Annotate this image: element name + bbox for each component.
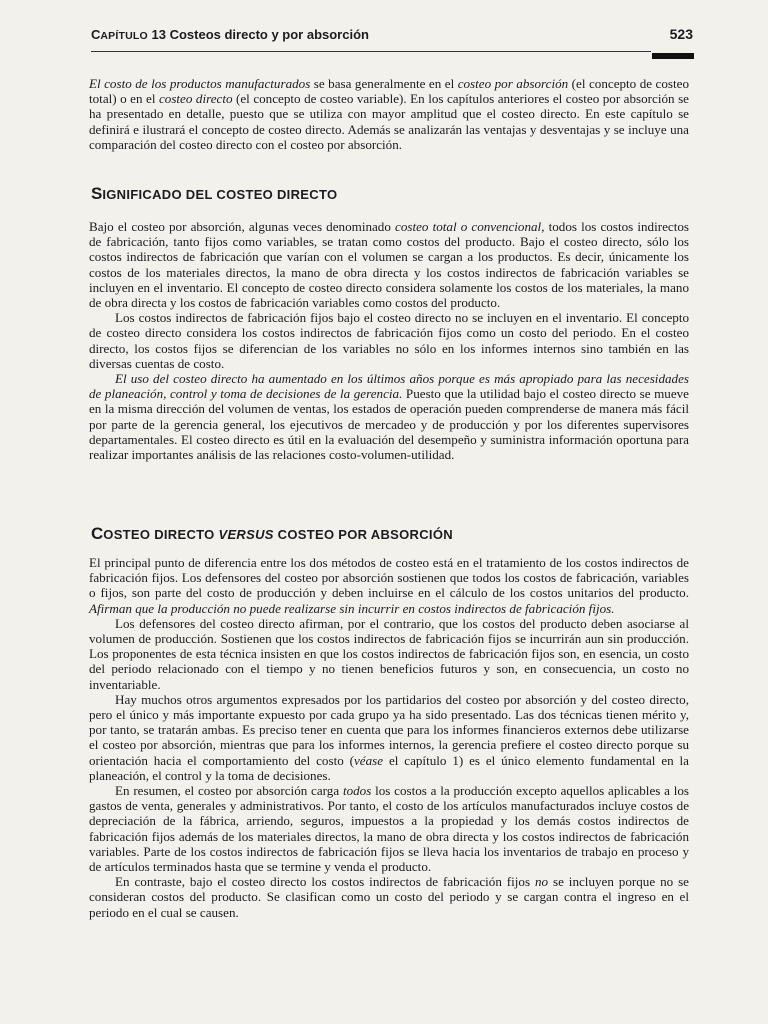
chapter-number: 13 bbox=[151, 27, 166, 42]
chapter-prefix-cap: C bbox=[91, 27, 101, 42]
section1-body bbox=[89, 219, 689, 462]
intro-block bbox=[89, 76, 689, 152]
header-block-marker bbox=[652, 53, 694, 59]
s2p3-text-1: Hay muchos otros argumentos expresados por los partidarios del costeo por absorción y del costeo directo, pero el único y más importante expuesto por cada grupo ya ha sido presentado. Las dos técnicas tienen mérito y, por tanto, se tratarán ambas. Es preciso tener en cuenta que para los informes financieros externos debe utilizarse el costeo por absorción, mientras que para los informes internos, la gerencia prefiere el costeo directo porque su orientación hacia el comportamiento del costo ( bbox=[89, 691, 689, 768]
section-heading-versus bbox=[91, 524, 691, 544]
heading2-rest-1: OSTEO DIRECTO bbox=[103, 527, 219, 542]
s2p3-em: véase bbox=[354, 752, 384, 768]
section1-paragraph-3 bbox=[89, 371, 689, 462]
section-heading-significado bbox=[91, 184, 691, 204]
section1-paragraph-2: Los costos indirectos de fabricación fijos bajo el costeo directo no se incluyen en el inventario. El concepto de costeo directo considera los costos indirectos de fabricación fijos como un costo del periodo. En el costeo directo, los costos fijos se diferencian de los variables no sólo en los informes internos sino también en las diversas cuentas de costo. bbox=[89, 310, 689, 371]
intro-text-1: se basa generalmente en el bbox=[310, 76, 458, 91]
heading2-versus: VERSUS bbox=[218, 527, 274, 542]
chapter-prefix-rest: APÍTULO bbox=[100, 30, 148, 42]
section2-paragraph-5 bbox=[89, 874, 689, 920]
s2p5-em: no bbox=[534, 874, 549, 890]
page-number: 523 bbox=[669, 26, 693, 42]
intro-em-2: costeo por absorción bbox=[457, 76, 569, 91]
intro-em-1: El costo de los productos manufacturados bbox=[89, 76, 311, 91]
s2p3-text-2: el capítulo 1) es el único elemento fundamental en la planeación, el control y la toma de decisiones. bbox=[89, 752, 689, 783]
section2-paragraph-3 bbox=[89, 692, 689, 783]
s2p4-em: todos bbox=[342, 783, 372, 799]
heading2-rest-2: COSTEO POR ABSORCIÓN bbox=[273, 527, 453, 542]
chapter-title: Costeos directo y por absorción bbox=[169, 27, 369, 42]
header-rule bbox=[91, 51, 651, 52]
s1p3-text: Puesto que la utilidad bajo el costeo directo se mueve en la misma dirección del volumen de ventas, los estados de operación pueden comprenderse de manera más fácil por parte de la gerencia general, los ejecutivos de mercadeo y de producción y por los diferentes supervisores departamentales. El costeo directo es útil en la evaluación del desempeño y suministra información oportuna para realizar importantes análisis de las relaciones costo-volumen-utilidad. bbox=[89, 386, 689, 463]
intro-text-3: (el concepto de costeo variable). En los capítulos anteriores el costeo por absorción se ha presentado en detalle, puesto que se utiliza con mayor amplitud que el costeo directo. En este capítulo se definirá e ilustrará el concepto de costeo directo. Además se analizarán las ventajas y desventajas y se incluye una comparación del costeo directo con el costeo por absorción. bbox=[89, 91, 689, 152]
s1p1-text-2: todos los costos indirectos de fabricación, tanto fijos como variables, se tratan como costos del producto. Bajo el costeo directo, sólo los costos indirectos de fabricación que varían con el volumen se cargan a los productos. Es decir, únicamente los costos de los materiales directos, la mano de obra directa y los costos indirectos de fabricación variables se incluyen en el inventario. El concepto de costeo directo considera solamente los costos de los materiales, la mano de obra directa y los costos de fabricación variables como costos del producto. bbox=[89, 219, 689, 311]
s2p4-text-2: los costos a la producción excepto aquellos aplicables a los gastos de venta, generales y administrativos. Por tanto, el costo de los artículos manufacturados incluye costos de depreciación de la fábrica, arriendo, seguros, impuestos a la propiedad y los demás costos indirectos de fabricación fijos además de los materiales directos, la mano de obra directa y los costos indirectos de fabricación variables. Parte de los costos indirectos de fabricación fijos se lleva hacia los inventarios de trabajo en proceso y de artículos terminados hasta que se termine y venda el producto. bbox=[89, 783, 689, 875]
s1p1-em: costeo total o convencional, bbox=[395, 219, 545, 234]
heading-rest: IGNIFICADO DEL COSTEO DIRECTO bbox=[102, 187, 338, 202]
heading2-cap: C bbox=[91, 524, 104, 543]
intro-em-3: costeo directo bbox=[158, 91, 233, 107]
intro-text-2: (el concepto de costeo total) o en el bbox=[89, 76, 689, 107]
s2p1-text: El principal punto de diferencia entre los dos métodos de costeo está en el tratamiento de los costos indirectos de fabricación fijos. Los defensores del costeo por absorción sostienen que todos los costos de fabricación, variables o fijos, son parte del costo de producción y deben incluirse en el cálculo de los costos unitarios del producto. bbox=[89, 555, 689, 601]
section2-paragraph-2: Los defensores del costeo directo afirman, por el contrario, que los costos del producto deben asociarse al volumen de producción. Sostienen que los costos indirectos de fabricación fijos se incurrirán aun sin producción. Los proponentes de esta técnica insisten en que los costos indirectos de fabricación fijos son, en esencia, un costo del periodo relacionado con el tiempo y no tienen beneficios futuros y son, en consecuencia, un costo no inventariable. bbox=[89, 615, 689, 692]
section2-paragraph-4 bbox=[89, 783, 689, 874]
s2p4-text-1: En resumen, el costeo por absorción carga bbox=[115, 783, 343, 799]
s1p1-text-1: Bajo el costeo por absorción, algunas veces denominado bbox=[89, 219, 396, 234]
intro-paragraph bbox=[89, 76, 689, 152]
chapter-label bbox=[91, 27, 369, 42]
s2p5-text-1: En contraste, bajo el costeo directo los costos indirectos de fabricación fijos bbox=[115, 874, 535, 890]
section2-paragraph-1 bbox=[89, 555, 689, 616]
running-head bbox=[91, 26, 693, 48]
s2p5-text-2: se incluyen porque no se consideran costos del producto. Se clasifican como un costo del periodo y se cargan contra el ingreso en el periodo en el cual se causen. bbox=[89, 874, 689, 920]
section2-body bbox=[89, 555, 689, 920]
section1-paragraph-1 bbox=[89, 219, 689, 310]
s1p3-em: El uso del costeo directo ha aumentado en los últimos años porque es más apropiado para las necesidades de planeación, control y toma de decisiones de la gerencia. bbox=[89, 371, 689, 402]
s2p1-em: Afirman que la producción no puede realizarse sin incurrir en costos indirectos de fabricación fijos. bbox=[89, 600, 615, 616]
heading-cap: S bbox=[91, 184, 103, 203]
